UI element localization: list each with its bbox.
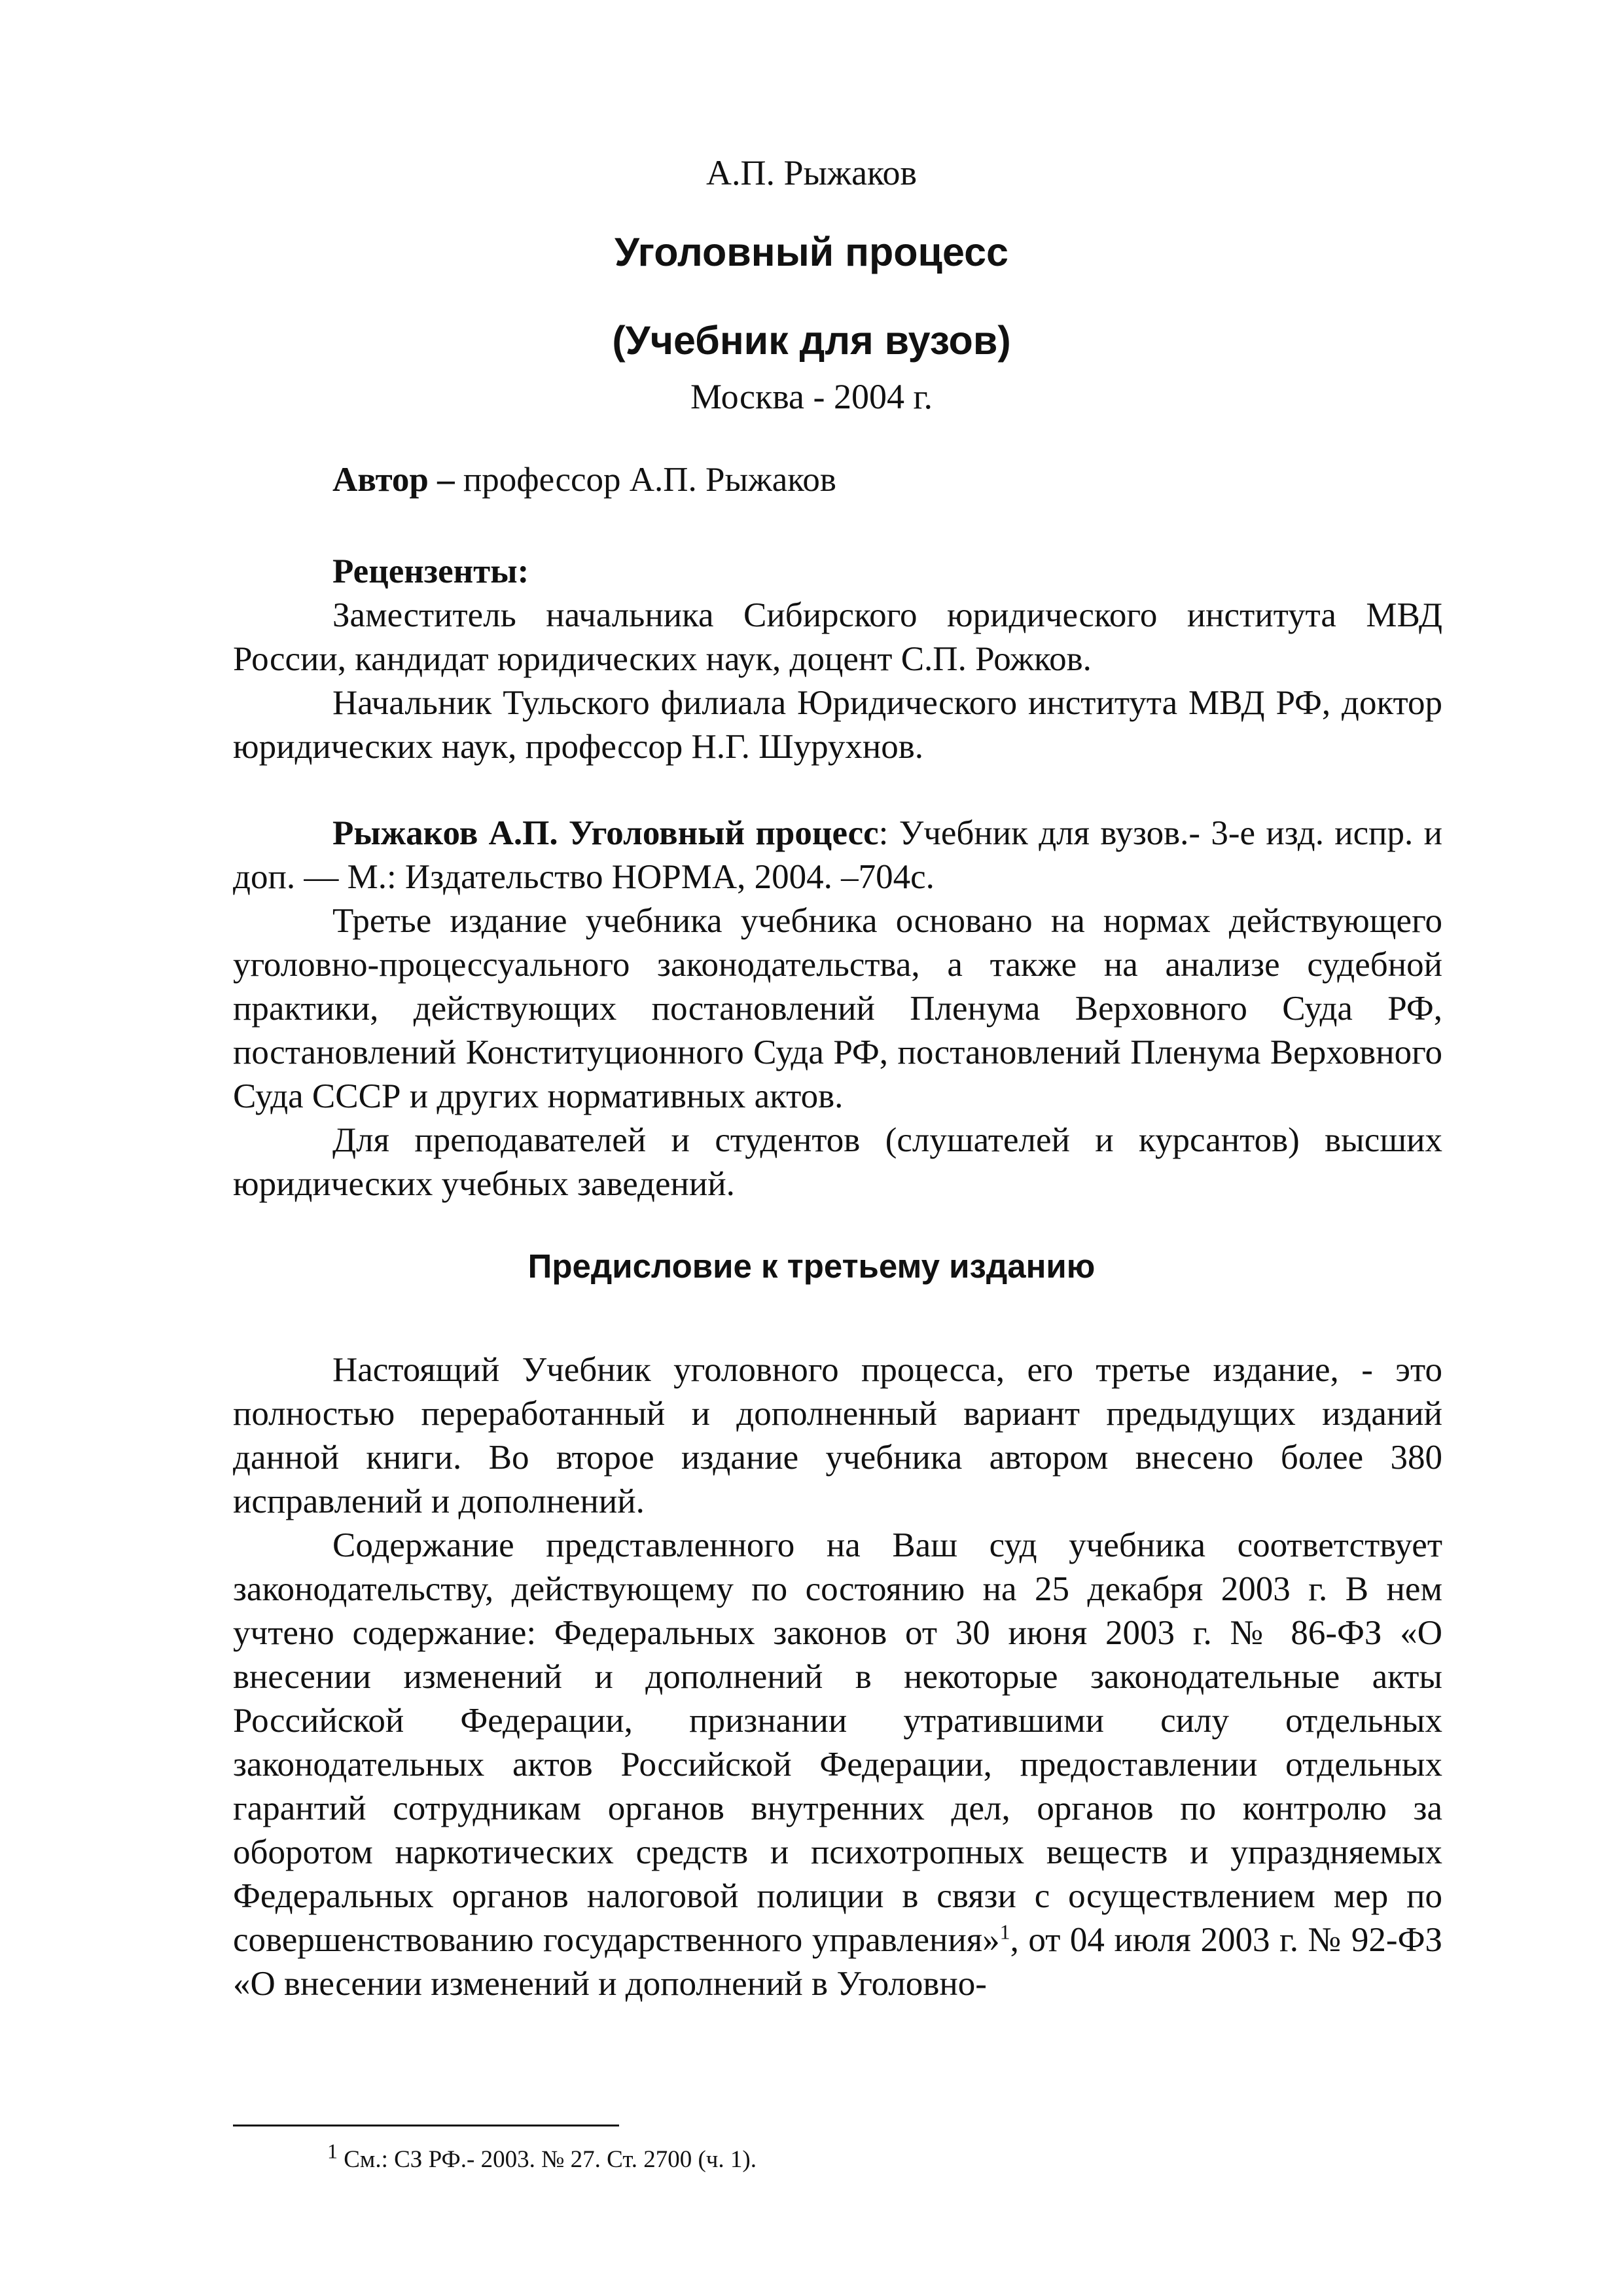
preface-paragraph-2-b: , от 04 июля 2003 г. № 92-ФЗ «О внесении изменений и дополнений в Уголовно-	[233, 1921, 1443, 2003]
bibliography-audience: Для преподавателей и студентов (слушателей и курсантов) высших юридических учебных заведений.	[233, 1121, 1442, 1203]
author-block	[233, 458, 1442, 502]
book-subtitle: (Учебник для вузов)	[612, 318, 1011, 363]
preface-paragraph-1: Настоящий Учебник уголовного процесса, его третье издание, - это полностью переработанный и дополненный вариант предыдущих изданий данной книги. Во второе издание учебника автором внесено более 380 исправлений и дополнений.	[233, 1351, 1442, 1520]
header-author: А.П. Рыжаков	[705, 153, 918, 192]
author-text: профессор А.П. Рыжаков	[454, 461, 836, 499]
bibliography-block	[233, 812, 1442, 1206]
preface-paragraph-2	[233, 1524, 1442, 2006]
preface-title: Предисловие к третьему изданию	[527, 1247, 1096, 1285]
footnote-ref: 1	[999, 1920, 1010, 1944]
book-title: Уголовный процесс	[615, 230, 1008, 274]
city-year: Москва - 2004 г.	[690, 377, 933, 416]
footnote	[327, 2139, 757, 2176]
reviewers-label: Рецензенты:	[332, 552, 529, 590]
preface-paragraph-2-a: Содержание представленного на Ваш суд учебника соответствует законодательству, действующему по состоянию на 25 декабря 2003 г. В нем учтено содержание: Федеральных законов от 30 июня 2003 г. № 86-ФЗ «О внесении изменений и дополнений в некоторые законодательные акты Российской Федерации, признании утратившими силу отдельных законодательных актов Российской Федерации, предоставлении отдельных гарантий сотрудникам органов внутренних дел, органов по контролю за оборотом наркотических средств и психотропных веществ и упраздняемых Федеральных органов налоговой полиции в связи с осуществлением мер по совершенствованию государственного управления»	[233, 1526, 1442, 1959]
bibliography-bold: Рыжаков А.П. Уголовный процесс	[332, 814, 879, 852]
footnote-number: 1	[327, 2139, 338, 2163]
reviewer-second: Начальник Тульского филиала Юридического института МВД РФ, доктор юридических наук, профессор Н.Г. Шурухнов.	[233, 684, 1442, 766]
author-label: Автор –	[332, 461, 455, 499]
footnote-text: См.: СЗ РФ.- 2003. № 27. Ст. 2700 (ч. 1).	[338, 2146, 757, 2173]
reviewer-first: Заместитель начальника Сибирского юридического института МВД России, кандидат юридических наук, доцент С.П. Рожков.	[233, 596, 1442, 678]
preface-block	[233, 1348, 1442, 2006]
bibliography-description: Третье издание учебника учебника основано на нормах действующего уголовно-процессуального законодательства, а также на анализе судебной практики, действующих постановлений Пленума Верховного Суда РФ, постановлений Конституционного Суда РФ, постановлений Пленума Верховного Суда СССР и других нормативных актов.	[233, 902, 1442, 1115]
footnote-divider	[233, 2125, 619, 2126]
reviewers-block	[233, 550, 1442, 769]
bibliography-rest: : Учебник для вузов.- 3-е изд. испр. и доп. — М.: Издательство НОРМА, 2004. –704с.	[233, 814, 1442, 896]
